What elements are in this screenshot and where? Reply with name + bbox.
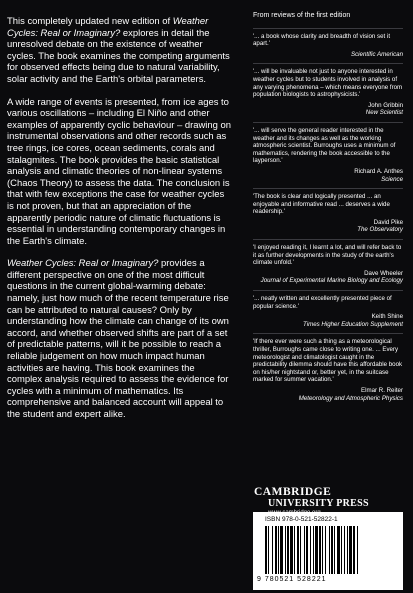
review-quote: '... will serve the general reader interested in the weather and its changes as well as the working atmospheric scientist. Burroughs uses a minimum of mathematics, rendering the book accessible to the layperson.' xyxy=(253,126,396,165)
review-source: Scientific American xyxy=(351,50,403,58)
review-source: Journal of Experimental Marine Biology and Ecology xyxy=(260,277,403,285)
review-quote: 'I enjoyed reading it, I learnt a lot, and will refer back to it as further developments in the study of the earth's climate unfold.' xyxy=(253,244,402,267)
blurb-paragraph-2: A wide range of events is presented, from ice ages to various oscillations – including El Niño and other examples of apparently cyclic behaviour – drawing on instrumental observations and other records such as tree rings, ice cores, ocean sediments, corals and stalagmites. The book provides the basic statistical analysis and climatic theories of non-linear systems (Chaos Theory) to assess the data. The conclusion is that with few exceptions the case for weather cycles is not proven, but that an appreciation of the apparently periodic nature of climatic fluctuations is essential in understanding contemporary changes in the Earth's climate. xyxy=(7,96,232,247)
review-source: The Observatory xyxy=(357,226,403,234)
publisher-press: UNIVERSITY PRESS xyxy=(268,498,369,509)
isbn-barcode-box xyxy=(253,512,403,590)
review-quote: 'The book is clear and logically presented ... an enjoyable and informative read ... deserves a wide readership.' xyxy=(253,193,390,216)
isbn-label: ISBN 978-0-521-52822-1 xyxy=(265,516,338,523)
review-item xyxy=(253,239,403,285)
blurb-paragraph-3 xyxy=(7,258,231,420)
review-source: Times Higher Education Supplement xyxy=(303,320,403,328)
blurb-text: explores in detail the unresolved debate on the existence of weather cycles. The book examines the competing arguments for observed effects being due to natural variability, solar activity and the Earth's orbital parameters. xyxy=(7,27,230,85)
review-item xyxy=(253,122,403,183)
review-quote: '... a book whose clarity and breadth of vision set it apart.' xyxy=(253,32,391,48)
review-author: Elmar R. Reiter xyxy=(361,386,403,394)
review-source: Science xyxy=(381,175,403,183)
review-author: Dave Wheeler xyxy=(364,269,403,277)
blurb-text: This completely updated new edition of xyxy=(7,16,173,27)
review-quote: '... neatly written and excellently presented piece of popular science.' xyxy=(253,295,392,310)
review-author: David Pike xyxy=(373,218,403,226)
review-author: John Gribbin xyxy=(368,101,403,109)
reviews-column xyxy=(253,12,403,407)
reviews-list xyxy=(253,28,403,403)
review-quote: 'If there ever were such a thing as a meteorological thriller, Burroughs came close to writing one. ... Every meteorologist and climatologist caught in the predictability dilemma should have this affordable book on his/her nightstand or, better yet, in the suitcase marked for summer vacation.' xyxy=(253,338,403,384)
review-author: Richard A. Anthes xyxy=(354,167,403,175)
blurb-column xyxy=(7,16,231,432)
reviews-heading: From reviews of the first edition xyxy=(253,12,351,19)
review-item xyxy=(253,333,403,402)
book-title: Weather Cycles: Real or Imaginary? xyxy=(7,16,209,39)
review-item xyxy=(253,188,403,234)
review-item xyxy=(253,28,403,59)
blurb-text: provides a different perspective on one of the most difficult questions in the current global-warming debate: namely, just how much of the recent temperature rise can be attributed to natural causes? Only by understanding how the climate can change of its own accord, and whether observed shifts are part of a set of predictable patterns, will it be possible to reach a reliable judgement on how much impact human activities are having. This book examines the complex analysis required to assess the evidence for cycles with a minimum of mathematics. Its comprehensive and balanced account will appeal to the student and expert alike. xyxy=(7,258,229,420)
publisher-name: CAMBRIDGE xyxy=(254,486,332,498)
review-author: Keith Shine xyxy=(371,313,403,321)
barcode-icon xyxy=(263,526,393,576)
review-quote: '... will be invaluable not just to anyone interested in weather cycles but to students involved in analysis of any varying phenomena – which means everyone from population biologists to astrophysicists.' xyxy=(253,68,403,99)
isbn-digits: 9 780521 528221 xyxy=(257,576,327,583)
blurb-paragraph-1 xyxy=(7,16,231,86)
review-source: Meteorology and Atmospheric Physics xyxy=(298,394,403,402)
review-item xyxy=(253,63,403,117)
review-source: New Scientist xyxy=(365,109,403,117)
book-title: Weather Cycles: Real or Imaginary? xyxy=(7,258,159,270)
review-item xyxy=(253,290,403,328)
